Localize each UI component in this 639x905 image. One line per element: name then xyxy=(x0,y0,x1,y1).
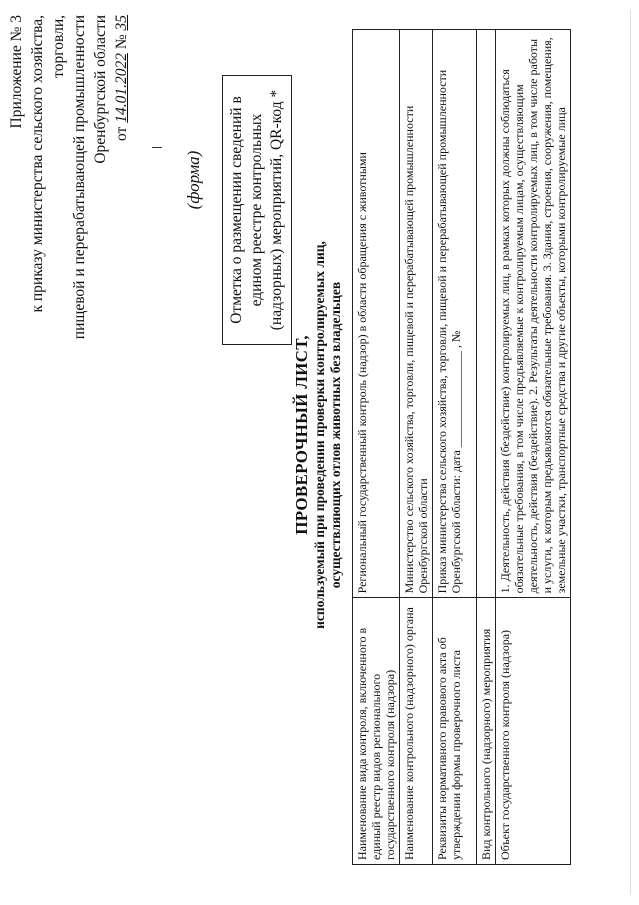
annex-header xyxy=(6,15,132,345)
table-row xyxy=(477,30,496,865)
title-sub-2: осуществляющих отлов животных без владельцев xyxy=(328,281,343,589)
table-row xyxy=(496,30,571,865)
form-label: (форма) xyxy=(184,150,203,210)
row-label: Объект государственного контроля (надзора) xyxy=(496,598,571,865)
row-value: Региональный государственный контроль (надзор) в области обращения с животными xyxy=(353,30,400,598)
title-main: ПРОВЕРОЧНЫЙ ЛИСТ, xyxy=(292,335,311,535)
row-value: 1. Деятельность, действия (бездействие) контролируемых лиц, в рамках которых должны соблюдаться обязательные требования, в том числе предъявляемые к контролируемым лицам, осуществляющим деятельность, действия (бездействие). 2. Результаты деятельности контролируемых лиц, в том числе работы и услуги, к которым предъявляются обязательные требования. 3. Здания, строения, сооружения, помещения, земельные участки, транспортные средства и другие объекты, которыми контролируемые лица xyxy=(496,30,571,598)
row-label: Реквизиты нормативного правового акта об утверждении формы проверочного листа xyxy=(433,598,477,865)
annex-line-2: пищевой и перерабатывающей промышленности xyxy=(71,15,88,340)
annex-date-line xyxy=(111,15,132,345)
number-prefix: № xyxy=(113,34,130,50)
row-label: Вид контрольного (надзорного) мероприятия xyxy=(477,598,496,865)
date-prefix: от xyxy=(113,126,130,141)
page-edge-line xyxy=(630,10,631,895)
order-date: 14.01.2022 xyxy=(113,53,130,123)
qr-note-box: Отметка о размещении сведений в едином реестре контрольных (надзорных) мероприятий, QR-код * xyxy=(222,75,292,345)
table-row xyxy=(353,30,400,865)
row-label: Наименование контрольного (надзорного) органа xyxy=(400,598,433,865)
row-value: Приказ министерства сельского хозяйства, торговли, пищевой и перерабатывающей промышленности Оренбургской области: дата ________________ , № xyxy=(433,30,477,598)
annex-title: Приложение № 3 xyxy=(8,15,25,129)
table-row xyxy=(400,30,433,865)
row-label: Наименование вида контроля, включенного в единый реестр видов регионального государственного контроля (надзора) xyxy=(353,598,400,865)
order-number: 35 xyxy=(113,15,130,31)
row-value: Министерство сельского хозяйства, торговли, пищевой и перерабатывающей промышленности Оренбургской области xyxy=(400,30,433,598)
row-value xyxy=(477,30,496,598)
document-title xyxy=(292,155,344,715)
table-row xyxy=(433,30,477,865)
annex-line-1: к приказу министерства сельского хозяйства, торговли, xyxy=(29,15,67,313)
stray-mark xyxy=(152,147,162,148)
title-sub-1: используемый при проведении проверки контролируемых лиц, xyxy=(312,241,327,629)
checklist-table xyxy=(352,29,571,865)
annex-line-3: Оренбургской области xyxy=(92,15,109,164)
